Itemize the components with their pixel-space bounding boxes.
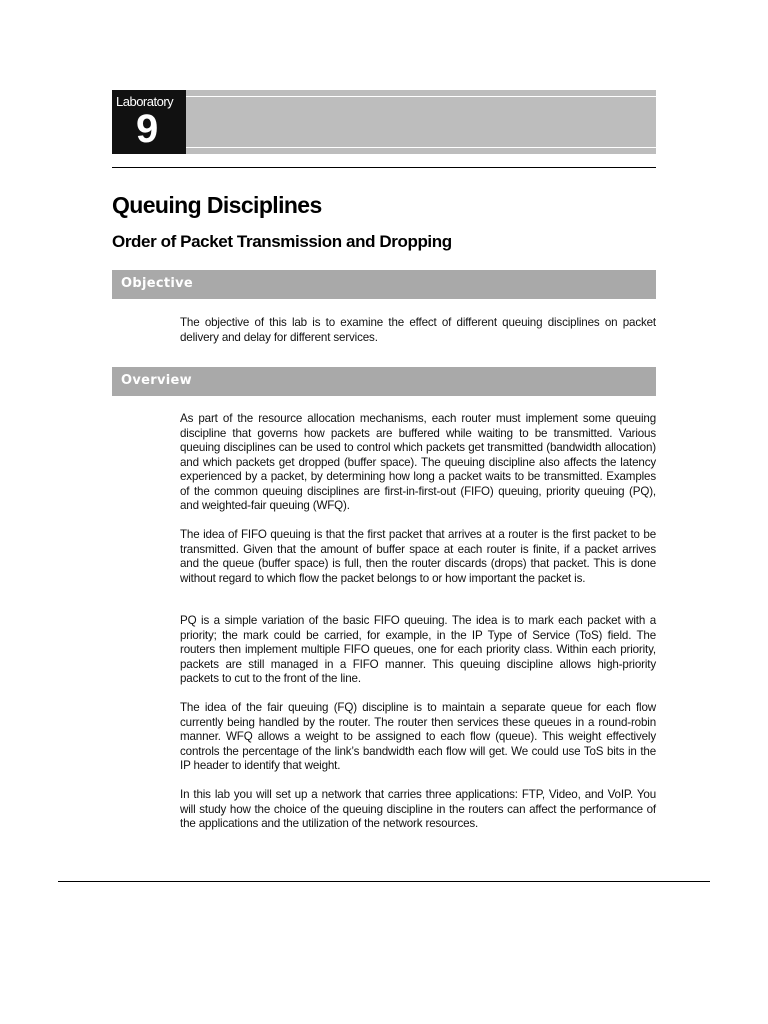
page-subtitle: Order of Packet Transmission and Dropping xyxy=(112,232,452,251)
overview-paragraph-5: In this lab you will set up a network that carries three applications: FTP, Video, and VoIP. You will study how the choice of the queuing discipline in the routers can affect the performance of the applications and the utilization of the network resources. xyxy=(180,788,656,830)
laboratory-badge xyxy=(112,90,186,154)
header-stripe-top xyxy=(186,96,656,97)
objective-section-header xyxy=(112,270,656,299)
overview-paragraph-2: The idea of FIFO queuing is that the first packet that arrives at a router is the first packet to be transmitted. Given that the amount of buffer space at each router is finite, if a packet arrives and the queue (buffer space) is full, then the router discards (drops) that packet. This is done without regard to which flow the packet belongs to or how important the packet is. xyxy=(180,528,656,585)
overview-paragraph-4: The idea of the fair queuing (FQ) discipline is to maintain a separate queue for each flow currently being handled by the router. The router then services these queues in a round-robin manner. WFQ allows a weight to be assigned to each flow (queue). This weight effectively controls the percentage of the link’s bandwidth each flow will get. We could use ToS bits in the IP header to identify that weight. xyxy=(180,701,656,772)
objective-paragraph: The objective of this lab is to examine the effect of different queuing disciplines on packet delivery and delay for different services. xyxy=(180,316,656,344)
overview-paragraph-1: As part of the resource allocation mechanisms, each router must implement some queuing discipline that governs how packets are buffered while waiting to be transmitted. Various queuing disciplines can be used to control which packets get transmitted (bandwidth allocation) and which packets get dropped (buffer space). The queuing discipline also affects the latency experienced by a packet, by determining how long a packet waits to be transmitted. Examples of the common queuing disciplines are first-in-first-out (FIFO) queuing, priority queuing (PQ), and weighted-fair queuing (WFQ). xyxy=(180,412,656,512)
header-stripe-bottom xyxy=(186,147,656,148)
objective-heading: Objective xyxy=(121,276,193,291)
page-title: Queuing Disciplines xyxy=(112,192,322,218)
overview-paragraph-3: PQ is a simple variation of the basic FIFO queuing. The idea is to mark each packet with a priority; the mark could be carried, for example, in the IP Type of Service (ToS) field. The routers then implement multiple FIFO queues, one for each priority class. Within each priority, packets are still managed in a FIFO manner. This queuing discipline allows high-priority packets to cut to the front of the line. xyxy=(180,614,656,685)
footer-divider xyxy=(58,881,710,882)
overview-section-header xyxy=(112,367,656,396)
laboratory-number: 9 xyxy=(136,107,159,151)
header-gray-bar xyxy=(186,90,656,154)
overview-heading: Overview xyxy=(121,373,192,388)
header-divider xyxy=(112,167,656,168)
laboratory-label: Laboratory xyxy=(116,94,174,109)
